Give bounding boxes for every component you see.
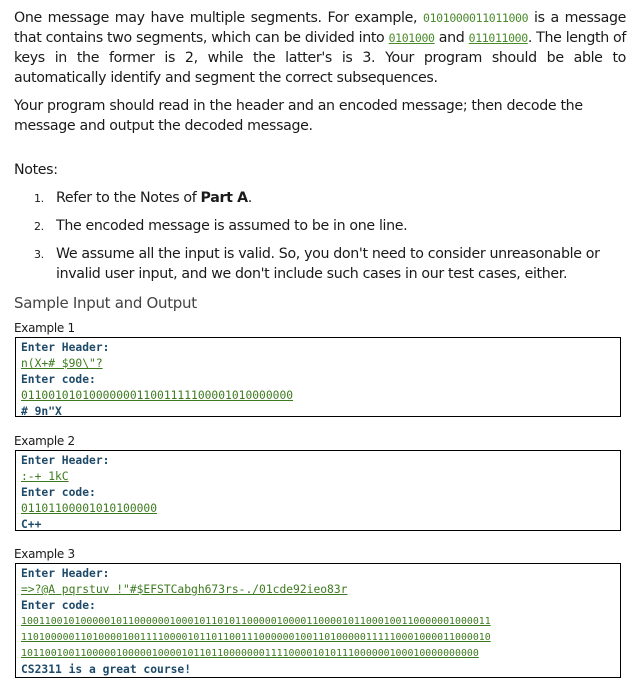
example-1-label: Example 1 xyxy=(14,321,75,335)
note-text: We assume all the input is valid. So, you don't need to consider unreasonable or invalid user input, and we don't include such cases in our test cases, either. xyxy=(56,246,600,282)
intro-paragraph-2 xyxy=(14,96,626,136)
header-input: :-+ 1kC xyxy=(21,470,69,483)
notes-title: Notes: xyxy=(14,162,58,178)
note-text: The encoded message is assumed to be in one line. xyxy=(56,218,408,234)
code-prompt: Enter code: xyxy=(21,373,96,386)
inline-code-segment-1: 0101000 xyxy=(388,31,435,45)
intro-text-d: . The length of keys in the former is 2, while the latter's is 3. Your program should be able to automatically identify and segment the correct subsequences. xyxy=(14,30,626,86)
decoded-output: # 9n"X xyxy=(21,405,62,418)
code-input-line-3: 10110010011000001000001000010110110000000111100001010111000000100010000000000 xyxy=(21,648,479,659)
example-3-label: Example 3 xyxy=(14,547,75,561)
header-prompt: Enter Header: xyxy=(21,341,110,354)
note-number: 2. xyxy=(34,220,44,233)
note-item-1: 1. Refer to the Notes of Part A. xyxy=(34,188,624,209)
decoded-output: C++ xyxy=(21,518,42,531)
header-prompt: Enter Header: xyxy=(21,567,110,580)
intro-text-c: and xyxy=(438,30,465,46)
example-3-box xyxy=(15,563,621,678)
example-1-box xyxy=(15,337,621,417)
example-2-box xyxy=(15,450,621,531)
note-number: 1. xyxy=(34,192,44,205)
decoded-output: CS2311 is a great course! xyxy=(21,663,192,676)
code-prompt: Enter code: xyxy=(21,599,96,612)
header-prompt: Enter Header: xyxy=(21,454,110,467)
inline-code-segment-2: 011011000 xyxy=(468,31,528,45)
intro-text-a: One message may have multiple segments. For example, xyxy=(14,10,418,26)
code-input: 01101100001010100000 xyxy=(21,502,158,515)
intro-text-p2: Your program should read in the header and an encoded message; then decode the message and output the decoded message. xyxy=(14,98,583,134)
note-item-2 xyxy=(34,216,624,237)
note-text: Refer to the Notes of xyxy=(56,190,197,206)
code-input-line-2: 1101000001101000010011110000101101100111000000100110100000111110001000011000010 xyxy=(21,632,491,643)
intro-text-b: is a message that contains two segments, which can be divided into xyxy=(14,10,626,46)
code-prompt: Enter code: xyxy=(21,486,96,499)
header-input: n(X+# $90\"? xyxy=(21,357,103,370)
sample-heading: Sample Input and Output xyxy=(14,294,197,312)
example-2-label: Example 2 xyxy=(14,434,75,448)
note-number: 3. xyxy=(34,248,44,261)
note-bold-text: Part A xyxy=(200,190,248,206)
code-input: 0110010101000000011001111100001010000000 xyxy=(21,389,294,402)
inline-code-example: 0101000011011000 xyxy=(423,11,529,25)
intro-paragraph-1 xyxy=(14,8,626,88)
code-input-line-1: 1001100101000001011000000100010110101100000100001100001011000100110000001000011 xyxy=(21,616,491,627)
note-item-3 xyxy=(34,244,624,284)
header-input: =>?@A pqrstuv !"#$EFSTCabgh673rs-./01cde92ieo83r xyxy=(21,583,348,596)
